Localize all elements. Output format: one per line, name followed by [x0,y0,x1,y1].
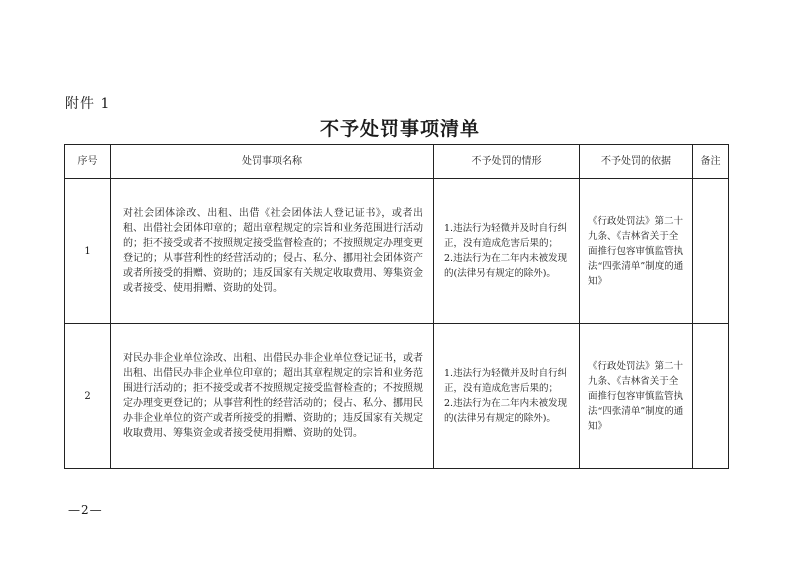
row-item-name: 对民办非企业单位涂改、出租、出借民办非企业单位登记证书，或者出租、出借民办非企业单位印章的；超出其章程规定的宗旨和业务范围进行活动的；拒不接受或者不按照规定接受监督检查的；不按照规定办理变更登记的；从事营利性的经营活动的；侵占、私分、挪用民办非企业单位的资产或者所接受的捐赠、资助的；违反国家有关规定收取费用、筹集资金或者接受使用捐赠、资助的处罚。 [111,324,434,469]
situation-line: 2.违法行为在二年内未被发现的(法律另有规定的除外)。 [444,253,568,279]
situation-line: 2.违法行为在二年内未被发现的(法律另有规定的除外)。 [444,398,568,424]
page-number: —2— [68,503,103,517]
row-situation [434,179,580,324]
non-penalty-items-table [64,144,729,469]
row-basis: 《行政处罚法》第二十九条、《吉林省关于全面推行包容审慎监管执法“四张清单”制度的通知》 [580,179,693,324]
table-header-row [65,145,729,179]
document-title: 不予处罚事项清单 [319,118,480,140]
table-row [65,179,729,324]
situation-line: 1.违法行为轻微并及时自行纠正，没有造成危害后果的； [444,368,568,394]
row-remark [693,179,729,324]
header-remark: 备注 [693,145,729,179]
header-seq: 序号 [65,145,111,179]
row-item-name: 对社会团体涂改、出租、出借《社会团体法人登记证书》，或者出租、出借社会团体印章的；超出章程规定的宗旨和业务范围进行活动的；拒不接受或者不按照规定接受监督检查的；不按照规定办理变更登记的；从事营利性的经营活动的；侵占、私分、挪用社会团体资产或者所接受的捐赠、资助的；违反国家有关规定收取费用、筹集资金或者接受、使用捐赠、资助的处罚。 [111,179,434,324]
attachment-label: 附件 1 [65,96,111,112]
header-name: 处罚事项名称 [111,145,434,179]
header-situation: 不予处罚的情形 [434,145,580,179]
row-basis: 《行政处罚法》第二十九条、《吉林省关于全面推行包容审慎监管执法“四张清单”制度的通知》 [580,324,693,469]
row-situation [434,324,580,469]
table-row [65,324,729,469]
row-seq: 2 [65,324,111,469]
row-seq: 1 [65,179,111,324]
header-basis: 不予处罚的依据 [580,145,693,179]
row-remark [693,324,729,469]
situation-line: 1.违法行为轻微并及时自行纠正，没有造成危害后果的； [444,223,568,249]
